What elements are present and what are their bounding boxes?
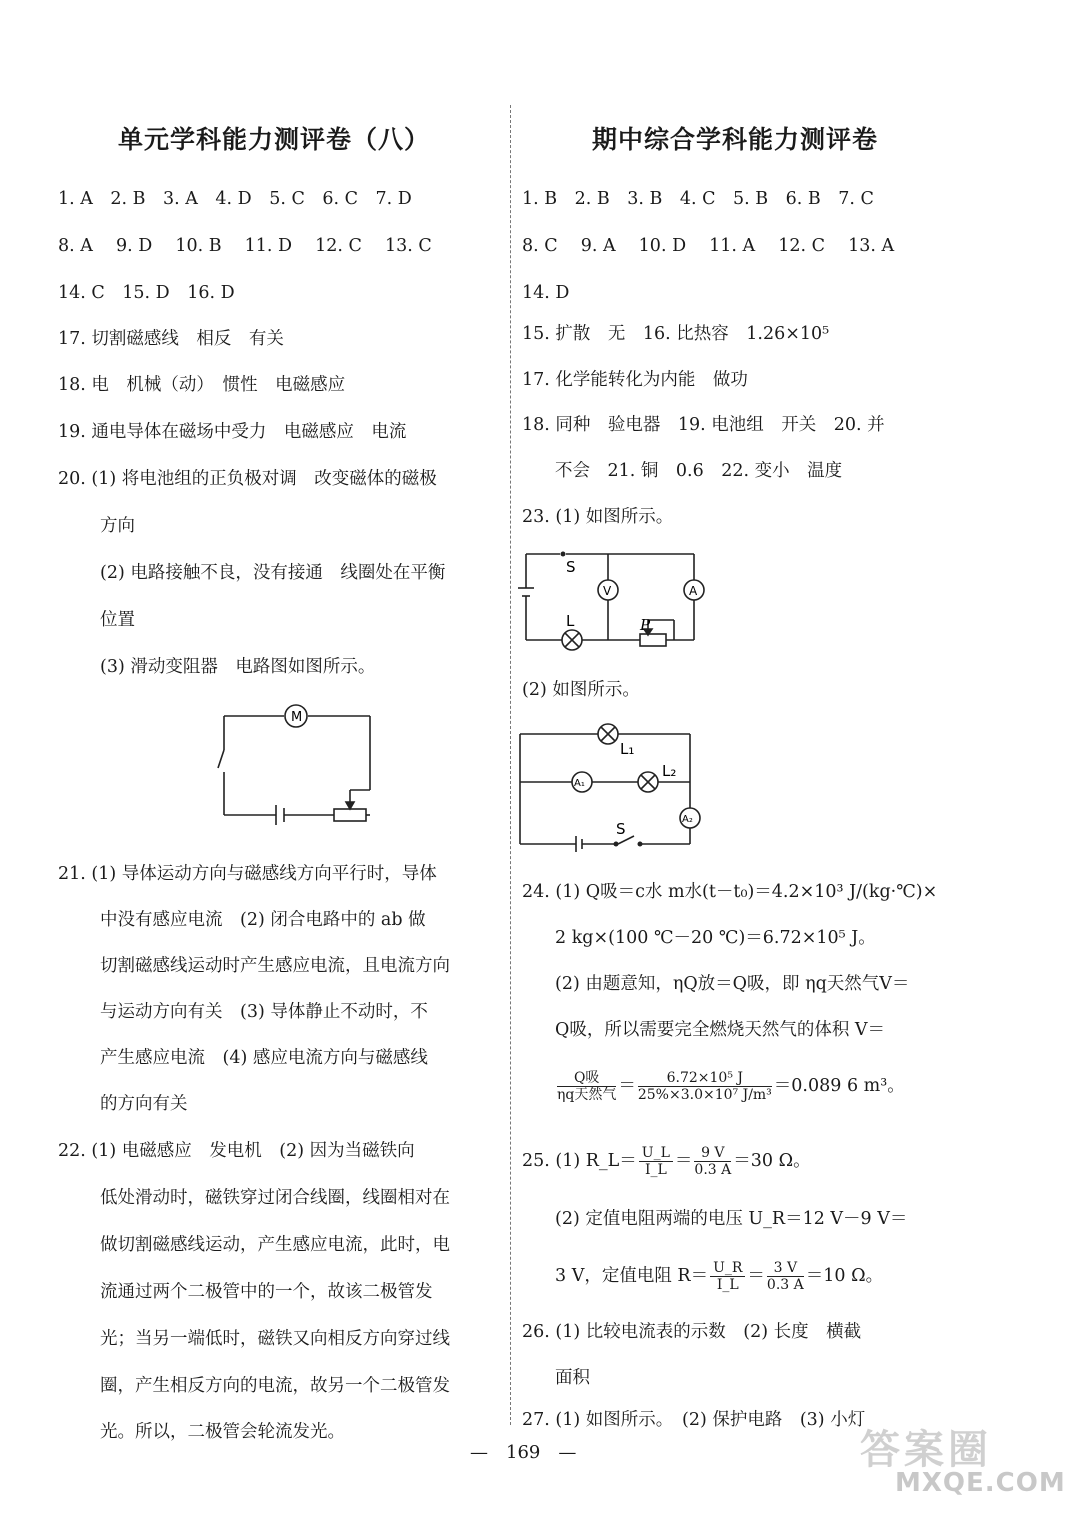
answer-line: 与运动方向有关 (3) 导体静止不动时，不 xyxy=(100,1002,428,1022)
formula-25a: 25. (1) R_L＝ $\frac{U\_L}{I\_L}$ ＝ $\frac{9 V}{0.3 A}$ ＝30 Ω。 xyxy=(522,1145,811,1178)
svg-text:L: L xyxy=(566,612,575,630)
svg-text:A₂: A₂ xyxy=(682,814,693,825)
answer-line: 27. (1) 如图所示。 (2) 保护电路 (3) 小灯 xyxy=(522,1410,866,1430)
motor-label: M xyxy=(291,710,303,725)
svg-text:P: P xyxy=(640,616,651,634)
answer-line: 面积 xyxy=(555,1368,590,1388)
answer-line: 20. (1) 将电池组的正负极对调 改变磁体的磁极 xyxy=(58,469,437,489)
answer-line: 14. C 15. D 16. D xyxy=(58,283,235,303)
watermark-url: MXQE.COM xyxy=(895,1468,1066,1498)
answer-line: 流通过两个二极管中的一个，故该二极管发 xyxy=(100,1282,433,1302)
svg-text:S: S xyxy=(566,558,576,576)
right-title: 期中综合学科能力测评卷 xyxy=(592,125,879,154)
answer-line: 低处滑动时，磁铁穿过闭合线圈，线圈相对在 xyxy=(100,1188,450,1208)
answer-line: 15. 扩散 无 16. 比热容 1.26×10⁵ xyxy=(522,324,830,344)
svg-text:V: V xyxy=(603,584,612,598)
svg-text:S: S xyxy=(616,820,626,838)
answer-line: 19. 通电导体在磁场中受力 电磁感应 电流 xyxy=(58,422,407,442)
answer-line: (2) 如图所示。 xyxy=(522,680,640,700)
watermark-logo: 答案圈 xyxy=(860,1427,992,1473)
answer-line: (2) 定值电阻两端的电压 U_R＝12 V－9 V＝ xyxy=(555,1209,908,1229)
answer-line: 18. 同种 验电器 19. 电池组 开关 20. 并 xyxy=(522,415,885,435)
answer-line: 18. 电 机械（动） 惯性 电磁感应 xyxy=(58,375,346,395)
answer-line: (2) 电路接触不良，没有接通 线圈处在平衡 xyxy=(100,563,446,583)
svg-text:L₁: L₁ xyxy=(620,740,635,758)
left-title: 单元学科能力测评卷（八） xyxy=(118,125,431,154)
answer-line: 8. A 9. D 10. B 11. D 12. C 13. C xyxy=(58,236,432,256)
answer-line: 22. (1) 电磁感应 发电机 (2) 因为当磁铁向 xyxy=(58,1141,415,1161)
answer-line: 产生感应电流 (4) 感应电流方向与磁感线 xyxy=(100,1048,428,1068)
answer-line: 24. (1) Q吸＝c水 m水(t－t₀)＝4.2×10³ J/(kg·℃)× xyxy=(522,882,938,902)
answer-line: 光。所以，二极管会轮流发光。 xyxy=(100,1422,345,1442)
answer-line: (2) 由题意知，ηQ放＝Q吸，即 ηq天然气V＝ xyxy=(555,974,910,994)
answer-line: 21. (1) 导体运动方向与磁感线方向平行时，导体 xyxy=(58,864,437,884)
answer-line: 17. 切割磁感线 相反 有关 xyxy=(58,329,284,349)
answer-line: 做切割磁感线运动，产生感应电流，此时，电 xyxy=(100,1235,450,1255)
answer-line: 1. B 2. B 3. B 4. C 5. B 6. B 7. C xyxy=(522,189,874,209)
answer-line: 方向 xyxy=(100,516,135,536)
answer-line: 17. 化学能转化为内能 做功 xyxy=(522,370,748,390)
answer-line: Q吸，所以需要完全燃烧天然气的体积 V＝ xyxy=(555,1020,886,1040)
answer-line: (3) 滑动变阻器 电路图如图所示。 xyxy=(100,657,376,677)
motor-circuit-diagram xyxy=(210,700,380,830)
answer-line: 的方向有关 xyxy=(100,1094,188,1114)
svg-text:A₁: A₁ xyxy=(574,778,585,789)
answer-line: 1. A 2. B 3. A 4. D 5. C 6. C 7. D xyxy=(58,189,412,209)
answer-line: 2 kg×(100 ℃－20 ℃)＝6.72×10⁵ J。 xyxy=(555,928,876,948)
page-number: — 169 — xyxy=(470,1442,577,1463)
answer-line: 位置 xyxy=(100,610,135,630)
svg-text:L₂: L₂ xyxy=(662,762,677,780)
answer-line: 切割磁感线运动时产生感应电流，且电流方向 xyxy=(100,956,450,976)
formula-24: $\frac{\text{Q吸}}{\text{ηq天然气}}$ ＝ $\frac{\text{6.72×10⁵ J}}{\text{25\%×3.0×10⁷ J/m³}}$ ＝0.089 6 m³。 xyxy=(557,1070,905,1103)
answer-line: 23. (1) 如图所示。 xyxy=(522,507,674,527)
answer-line: 不会 21. 铜 0.6 22. 变小 温度 xyxy=(555,461,843,481)
answer-line: 圈，产生相反方向的电流，故另一个二极管发 xyxy=(100,1376,450,1396)
answer-line: 14. D xyxy=(522,283,570,303)
answer-line: 中没有感应电流 (2) 闭合电路中的 ab 做 xyxy=(100,910,426,930)
formula-25b: 3 V，定值电阻 R＝ $\frac{U\_R}{I\_L}$ ＝ $\frac{3 V}{0.3 A}$ ＝10 Ω。 xyxy=(555,1260,884,1293)
answer-line: 8. C 9. A 10. D 11. A 12. C 13. A xyxy=(522,236,895,256)
circuit-diagram-1 xyxy=(516,544,706,654)
answer-line: 26. (1) 比较电流表的示数 (2) 长度 横截 xyxy=(522,1322,862,1342)
column-divider xyxy=(510,105,511,1425)
answer-line: 光；当另一端低时，磁铁又向相反方向穿过线 xyxy=(100,1329,450,1349)
circuit-diagram-2 xyxy=(516,720,706,860)
svg-text:A: A xyxy=(689,584,698,598)
